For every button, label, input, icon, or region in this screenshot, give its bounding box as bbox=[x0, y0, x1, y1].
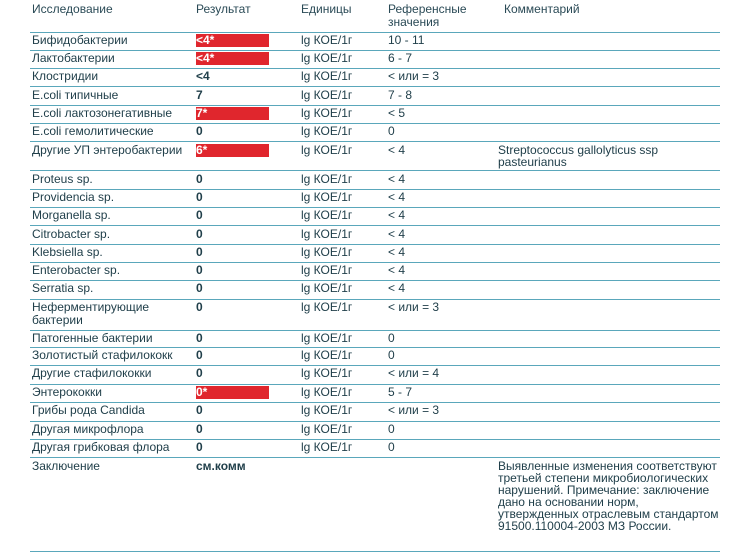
row-units: lg КОЕ/1г bbox=[301, 88, 353, 102]
row-units: lg КОЕ/1г bbox=[301, 190, 353, 204]
row-result: <4 bbox=[196, 69, 210, 83]
row-units: lg КОЕ/1г bbox=[301, 69, 353, 83]
row-reference: 7 - 8 bbox=[388, 88, 413, 102]
row-result: 0 bbox=[196, 422, 203, 436]
row-units: lg КОЕ/1г bbox=[301, 300, 353, 314]
row-reference: < 4 bbox=[388, 227, 406, 241]
flagged-result: 0* bbox=[196, 386, 269, 399]
row-divider bbox=[30, 280, 720, 281]
row-divider bbox=[30, 141, 720, 142]
row-name: Лактобактерии bbox=[32, 51, 115, 65]
row-divider bbox=[30, 457, 720, 458]
row-units: lg КОЕ/1г bbox=[301, 106, 353, 120]
row-name: Enterobacter sp. bbox=[32, 263, 121, 277]
row-name: Другая грибковая флора bbox=[32, 440, 170, 454]
row-name: Serratia sp. bbox=[32, 281, 94, 295]
row-divider bbox=[30, 207, 720, 208]
row-name: Клостридии bbox=[32, 69, 99, 83]
row-reference: < 5 bbox=[388, 106, 406, 120]
row-units: lg КОЕ/1г bbox=[301, 348, 353, 362]
row-units: lg КОЕ/1г bbox=[301, 263, 353, 277]
row-reference: < 4 bbox=[388, 245, 406, 259]
row-divider bbox=[30, 86, 720, 87]
row-reference: < или = 3 bbox=[388, 69, 440, 83]
row-divider bbox=[30, 189, 720, 190]
row-units: lg КОЕ/1г bbox=[301, 385, 353, 399]
row-units: lg КОЕ/1г bbox=[301, 227, 353, 241]
row-units: lg КОЕ/1г bbox=[301, 331, 353, 345]
row-reference: 10 - 11 bbox=[388, 33, 425, 47]
header-result: Результат bbox=[196, 2, 251, 16]
row-name: Золотистый стафилококк bbox=[32, 348, 173, 362]
row-comment: Streptococcus gallolyticus ssp pasteurianus bbox=[498, 143, 659, 169]
row-name: E.coli типичные bbox=[32, 88, 119, 102]
row-result: 0 bbox=[196, 331, 203, 345]
row-name: Бифидобактерии bbox=[32, 33, 128, 47]
row-units: lg КОЕ/1г bbox=[301, 281, 353, 295]
row-name: Proteus sp. bbox=[32, 172, 93, 186]
row-units: lg КОЕ/1г bbox=[301, 143, 353, 157]
row-name: Другие стафилококки bbox=[32, 366, 152, 380]
row-result: 0 bbox=[196, 172, 203, 186]
row-reference: < или = 3 bbox=[388, 403, 440, 417]
row-name: Неферментирующие бактерии bbox=[32, 300, 150, 327]
row-name: Энтерококки bbox=[32, 385, 102, 399]
row-name: Morganella sp. bbox=[32, 208, 111, 222]
row-reference: 0 bbox=[388, 348, 395, 362]
row-reference: 0 bbox=[388, 440, 395, 454]
header-units: Единицы bbox=[301, 2, 352, 16]
row-name: Providencia sp. bbox=[32, 190, 115, 204]
row-divider bbox=[30, 68, 720, 69]
row-name: Другие УП энтеробактерии bbox=[32, 143, 183, 157]
row-divider bbox=[30, 384, 720, 385]
row-name: E.coli гемолитические bbox=[32, 124, 154, 138]
flagged-result: <4* bbox=[196, 34, 269, 47]
row-units: lg КОЕ/1г bbox=[301, 403, 353, 417]
row-result: 0 bbox=[196, 403, 203, 417]
row-result: 0 bbox=[196, 227, 203, 241]
row-result: 0 bbox=[196, 300, 203, 314]
row-comment: Выявленные изменения соответствуют третьей степени микробиологических нарушений. Примечание: заключение дано на основании норм, утвержденных отраслевым стандартом 91500.110004-2003 МЗ России. bbox=[498, 459, 719, 533]
row-reference: < 4 bbox=[388, 143, 406, 157]
row-divider bbox=[30, 50, 720, 51]
row-reference: 6 - 7 bbox=[388, 51, 413, 65]
row-result: 0 bbox=[196, 263, 203, 277]
row-reference: 0 bbox=[388, 331, 395, 345]
row-units: lg КОЕ/1г bbox=[301, 440, 353, 454]
header-divider bbox=[30, 32, 720, 33]
row-divider bbox=[30, 170, 720, 171]
row-reference: 0 bbox=[388, 422, 395, 436]
row-result: 0 bbox=[196, 281, 203, 295]
flagged-result: <4* bbox=[196, 52, 269, 65]
row-units: lg КОЕ/1г bbox=[301, 366, 353, 380]
header-study: Исследование bbox=[32, 2, 113, 16]
row-name: Патогенные бактерии bbox=[32, 331, 153, 345]
row-reference: < или = 3 bbox=[388, 300, 440, 314]
row-result: 0 bbox=[196, 190, 203, 204]
row-divider bbox=[30, 262, 720, 263]
row-result: 0 bbox=[196, 208, 203, 222]
row-result: 0 bbox=[196, 245, 203, 259]
flagged-result: 7* bbox=[196, 107, 269, 120]
row-result: см.комм bbox=[196, 459, 246, 473]
row-reference: < 4 bbox=[388, 172, 406, 186]
row-units: lg КОЕ/1г bbox=[301, 245, 353, 259]
row-reference: < 4 bbox=[388, 208, 406, 222]
row-units: lg КОЕ/1г bbox=[301, 124, 353, 138]
row-name: Klebsiella sp. bbox=[32, 245, 103, 259]
row-reference: 0 bbox=[388, 124, 395, 138]
header-ref: Референсные значения bbox=[388, 2, 467, 29]
row-reference: < 4 bbox=[388, 263, 406, 277]
row-result: 0 bbox=[196, 348, 203, 362]
row-name: Заключение bbox=[32, 459, 100, 473]
row-divider bbox=[30, 225, 720, 226]
row-result: 0 bbox=[196, 124, 203, 138]
row-name: Грибы рода Candida bbox=[32, 403, 145, 417]
row-units: lg КОЕ/1г bbox=[301, 172, 353, 186]
row-name: Citrobacter sp. bbox=[32, 227, 111, 241]
row-reference: 5 - 7 bbox=[388, 385, 413, 399]
row-reference: < или = 4 bbox=[388, 366, 440, 380]
row-name: E.coli лактозонегативные bbox=[32, 106, 173, 120]
header-comment: Комментарий bbox=[504, 2, 580, 16]
row-units: lg КОЕ/1г bbox=[301, 422, 353, 436]
flagged-result: 6* bbox=[196, 144, 269, 157]
row-result: 7 bbox=[196, 88, 203, 102]
row-units: lg КОЕ/1г bbox=[301, 51, 353, 65]
row-reference: < 4 bbox=[388, 281, 406, 295]
row-reference: < 4 bbox=[388, 190, 406, 204]
row-units: lg КОЕ/1г bbox=[301, 33, 353, 47]
row-name: Другая микрофлора bbox=[32, 422, 144, 436]
table-bottom-divider bbox=[30, 551, 720, 552]
row-result: 0 bbox=[196, 440, 203, 454]
row-result: 0 bbox=[196, 366, 203, 380]
row-units: lg КОЕ/1г bbox=[301, 208, 353, 222]
row-divider bbox=[30, 244, 720, 245]
